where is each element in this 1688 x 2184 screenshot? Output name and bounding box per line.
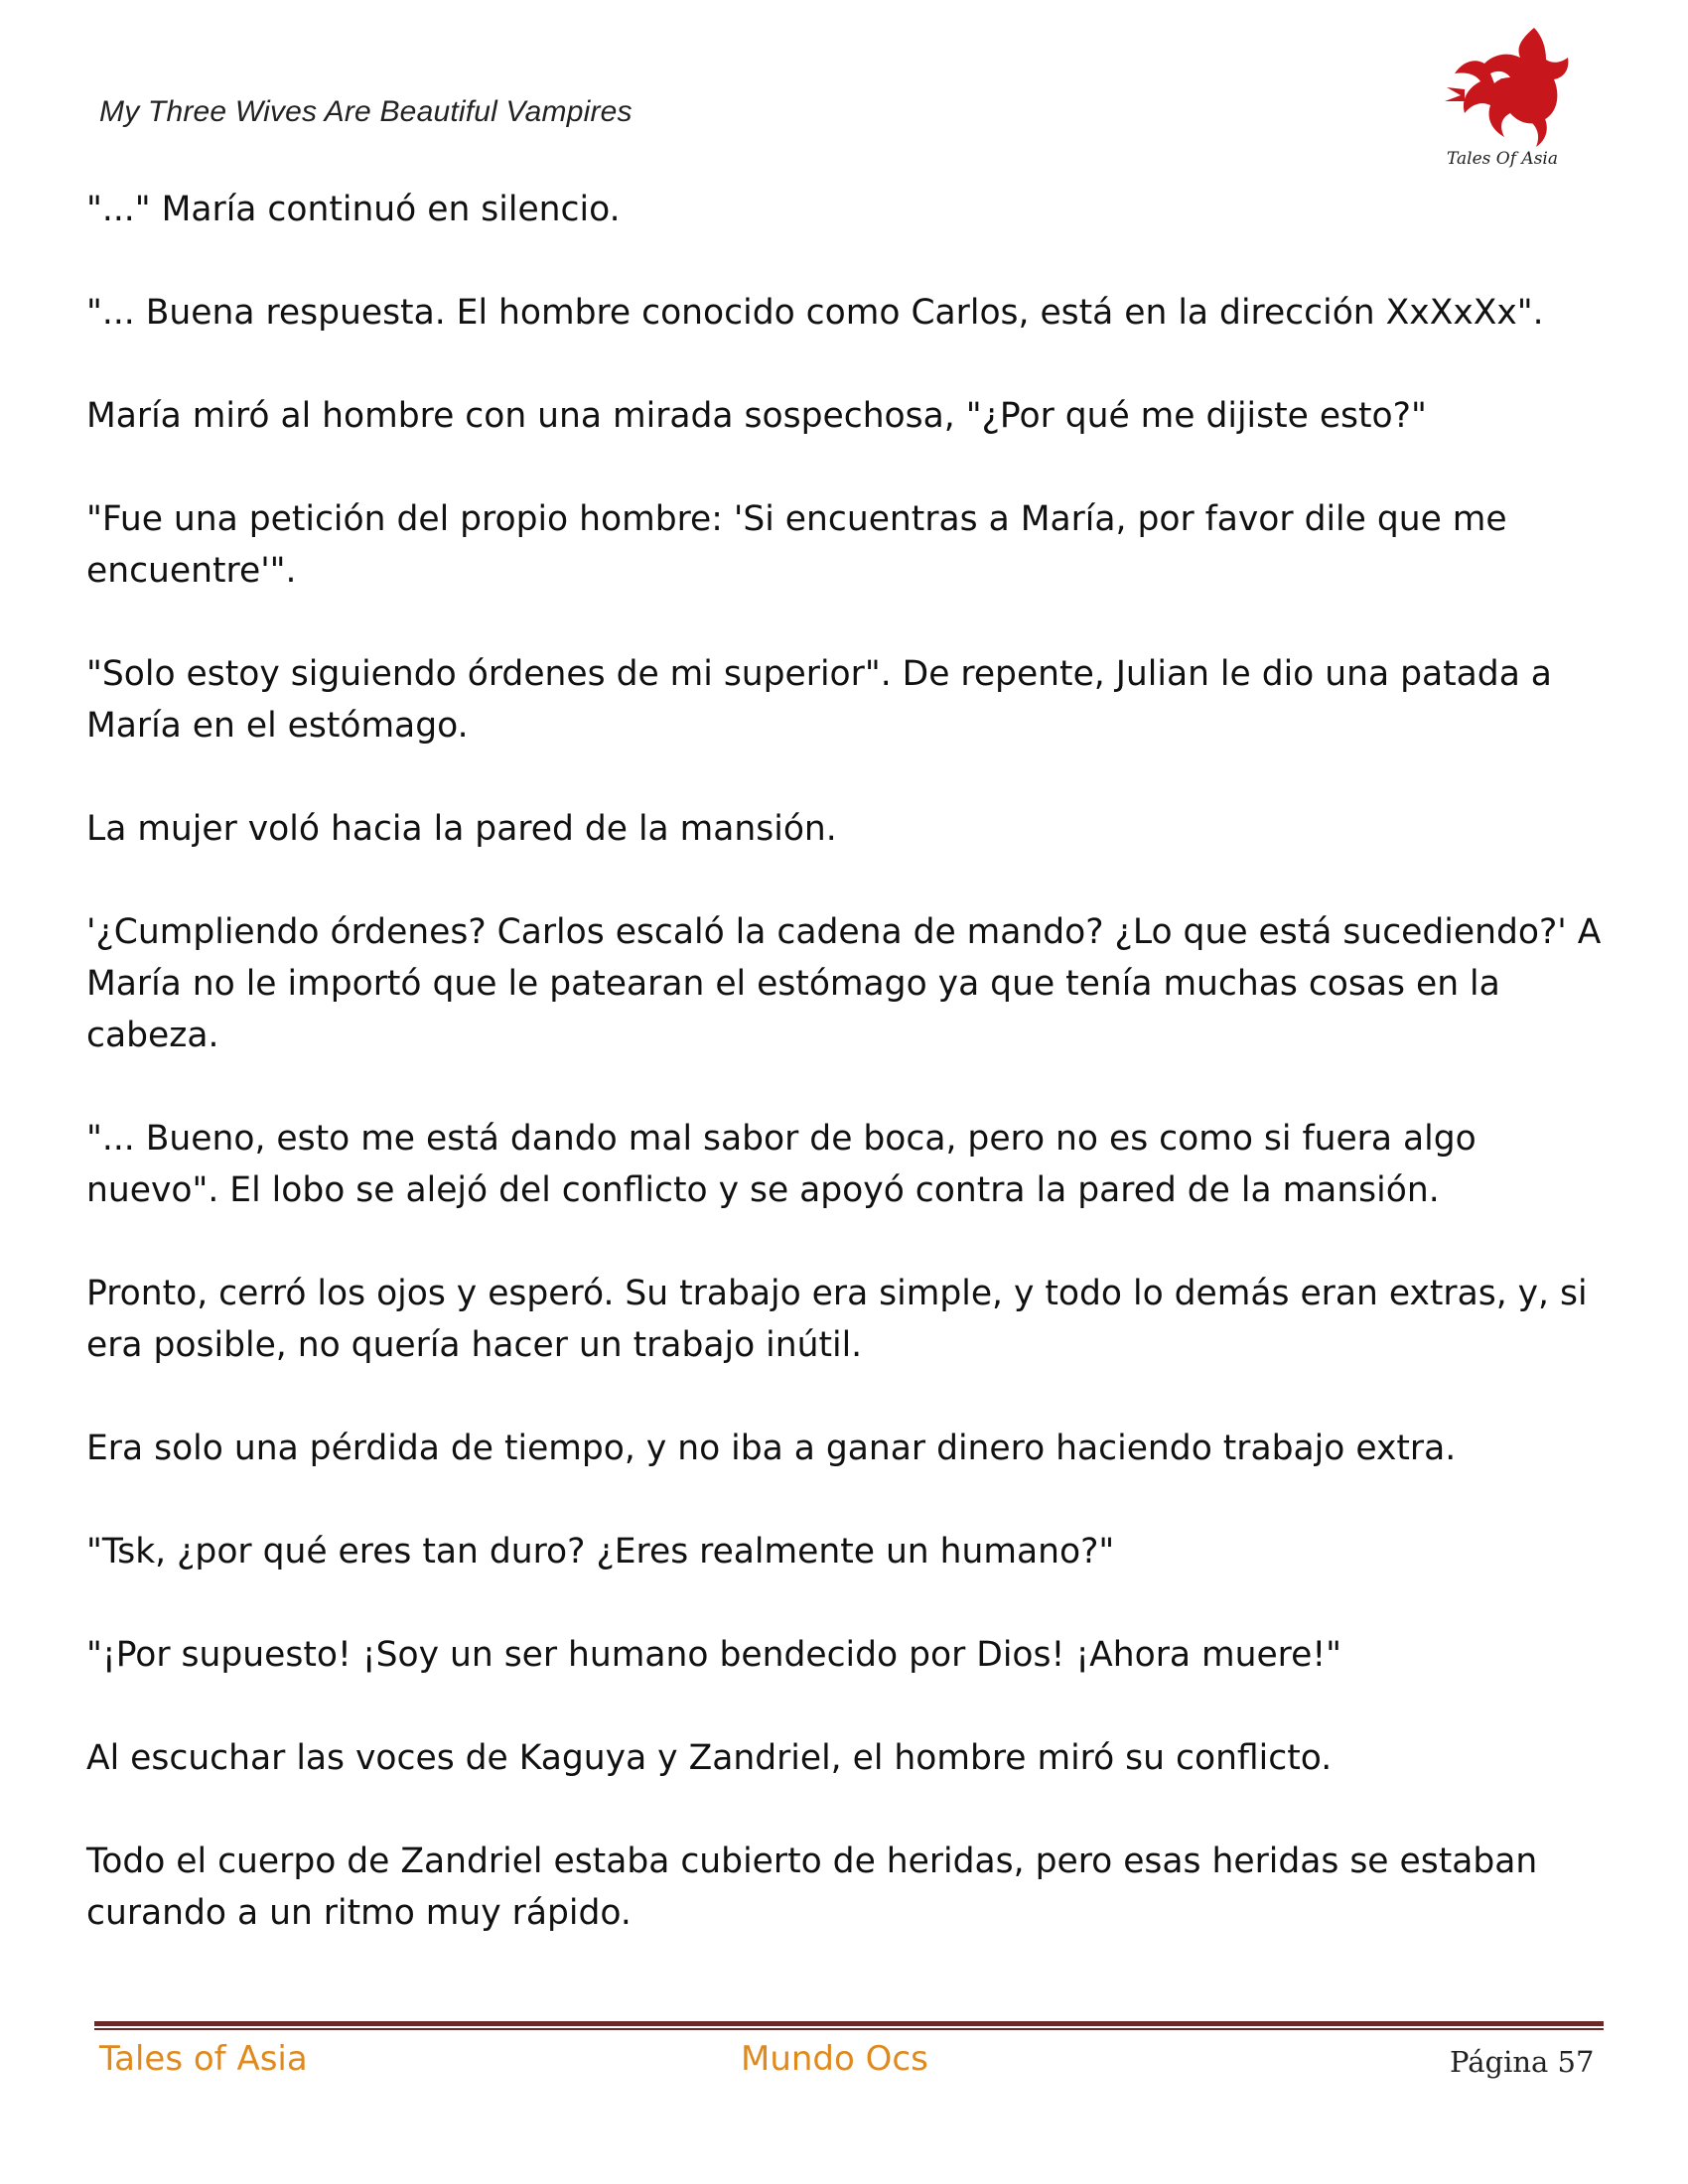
paragraph: "Solo estoy siguiendo órdenes de mi superior". De repente, Julian le dio una patada a María en el estómago. bbox=[86, 654, 1552, 746]
logo-text: Tales Of Asia bbox=[1447, 149, 1558, 169]
paragraph: Todo el cuerpo de Zandriel estaba cubierto de heridas, pero esas heridas se estaban curando a un ritmo muy rápido. bbox=[86, 1842, 1538, 1933]
footer-divider-thin bbox=[94, 2028, 1604, 2030]
paragraph: '¿Cumpliendo órdenes? Carlos escaló la cadena de mando? ¿Lo que está sucediendo?' A María no le importó que le patearan el estómago ya que tenía muchas cosas en la cabeza. bbox=[86, 912, 1602, 1055]
document-header-title: My Three Wives Are Beautiful Vampires bbox=[99, 95, 633, 128]
paragraph: Al escuchar las voces de Kaguya y Zandriel, el hombre miró su conflicto. bbox=[86, 1738, 1333, 1778]
paragraph: "... Buena respuesta. El hombre conocido como Carlos, está en la dirección XxXxXx". bbox=[86, 293, 1544, 333]
paragraph: Era solo una pérdida de tiempo, y no iba a ganar dinero haciendo trabajo extra. bbox=[86, 1429, 1457, 1468]
footer-divider-thick bbox=[94, 2021, 1604, 2026]
footer-divider bbox=[94, 2021, 1604, 2030]
paragraph: "¡Por supuesto! ¡Soy un ser humano bendecido por Dios! ¡Ahora muere!" bbox=[86, 1635, 1342, 1675]
footer-site-name: Tales of Asia bbox=[99, 2039, 308, 2079]
paragraph: La mujer voló hacia la pared de la mansión. bbox=[86, 809, 837, 849]
paragraph: María miró al hombre con una mirada sospechosa, "¿Por qué me dijiste esto?" bbox=[86, 396, 1427, 436]
chapter-body bbox=[86, 184, 1616, 1990]
page-number: Página 57 bbox=[1450, 2045, 1595, 2079]
paragraph: "..." María continuó en silencio. bbox=[86, 190, 621, 229]
paragraph: "Fue una petición del propio hombre: 'Si encuentras a María, por favor dile que me encuentre'". bbox=[86, 499, 1507, 591]
paragraph: "Tsk, ¿por qué eres tan duro? ¿Eres realmente un humano?" bbox=[86, 1532, 1115, 1571]
paragraph: "... Bueno, esto me está dando mal sabor de boca, pero no es como si fuera algo nuevo". El lobo se alejó del conflicto y se apoyó contra la pared de la mansión. bbox=[86, 1119, 1477, 1210]
tales-of-asia-logo bbox=[1425, 18, 1574, 182]
paragraph: Pronto, cerró los ojos y esperó. Su trabajo era simple, y todo lo demás eran extras, y, si era posible, no quería hacer un trabajo inútil. bbox=[86, 1274, 1588, 1365]
footer-credit: Mundo Ocs bbox=[741, 2039, 928, 2079]
